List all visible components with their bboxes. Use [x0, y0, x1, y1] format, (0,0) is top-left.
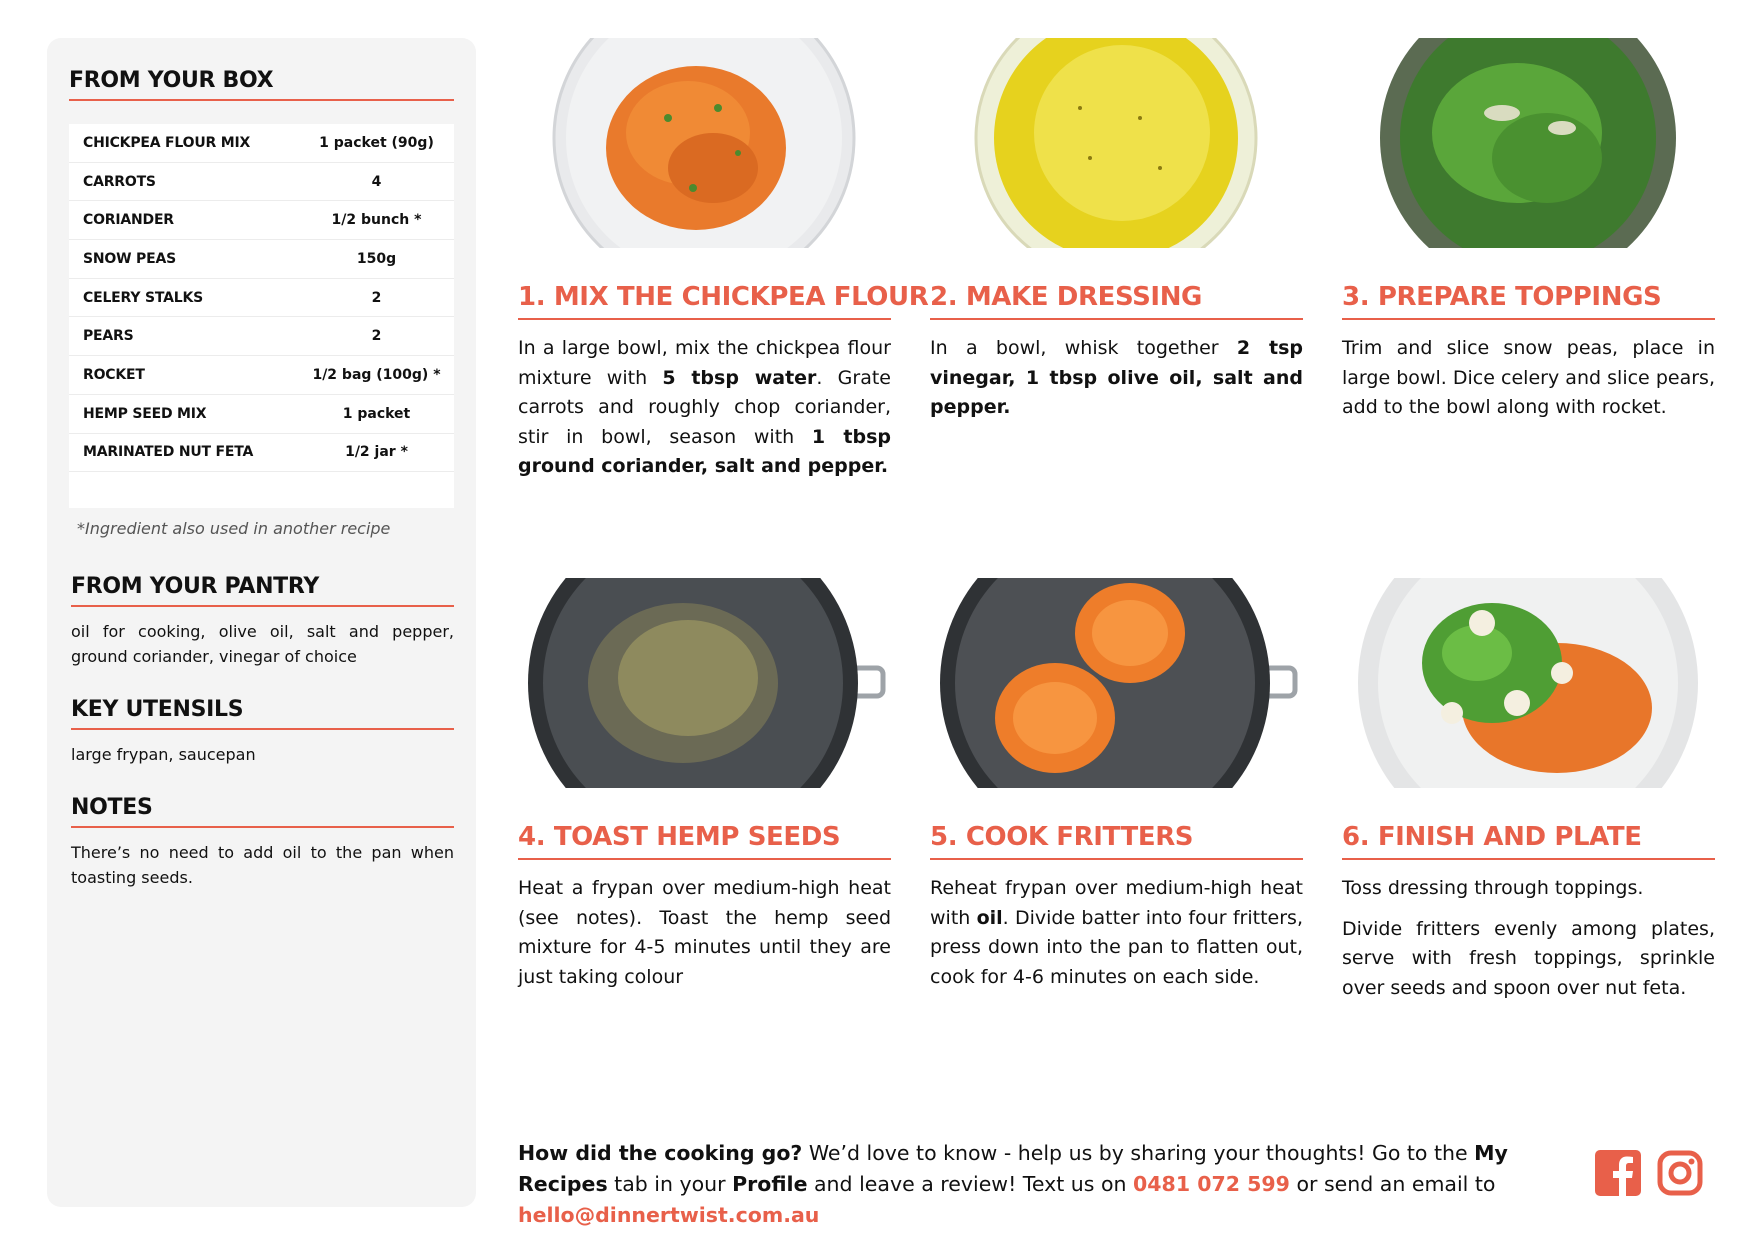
ingredient-row — [69, 240, 454, 279]
step-2-image — [930, 38, 1303, 248]
ingredient-name: CHICKPEA FLOUR MIX — [83, 134, 251, 151]
utensils-text: large frypan, saucepan — [71, 745, 256, 764]
email-link[interactable]: hello@dinnertwist.com.au — [518, 1203, 820, 1227]
ingredient-name: CORIANDER — [83, 212, 174, 229]
step-2-title: 2. MAKE DRESSING — [930, 281, 1303, 320]
step-4-image — [518, 578, 891, 788]
ingredient-footnote: *Ingredient also used in another recipe — [77, 519, 391, 538]
profile-link[interactable]: Profile — [732, 1172, 808, 1196]
ingredient-qty: 2 — [371, 328, 382, 345]
facebook-icon[interactable] — [1595, 1150, 1641, 1196]
phone-link[interactable]: 0481 072 599 — [1133, 1172, 1290, 1196]
step-1-text: In a large bowl, mix the chickpea flour mixture with 5 tbsp water. Grate carrots and roughly chop coriander, stir in bowl, season with 1 tbsp ground coriander, salt and pepper. — [518, 337, 891, 477]
ingredient-qty: 4 — [371, 173, 382, 190]
from-your-pantry-heading: FROM YOUR PANTRY — [71, 574, 454, 607]
ingredient-qty: 150g — [356, 250, 397, 267]
ingredient-row — [69, 356, 454, 395]
step-5-title: 5. COOK FRITTERS — [930, 821, 1303, 860]
notes-text: There’s no need to add oil to the pan when toasting seeds. — [71, 843, 454, 887]
ingredient-row — [69, 124, 454, 163]
step-6-title: 6. FINISH AND PLATE — [1342, 821, 1715, 860]
ingredient-name: CARROTS — [83, 173, 156, 190]
ingredient-row — [69, 201, 454, 240]
step-5-image — [930, 578, 1303, 788]
ingredient-name: ROCKET — [83, 366, 145, 383]
step-3-image — [1342, 38, 1715, 248]
step-4-title: 4. TOAST HEMP SEEDS — [518, 821, 891, 860]
ingredient-row — [69, 163, 454, 202]
step-5-text: Reheat frypan over medium-high heat with oil. Divide batter into four fritters, press down into the pan to flatten out, cook for 4-6 minutes on each side. — [930, 877, 1303, 988]
ingredient-row — [69, 434, 454, 473]
ingredient-row — [69, 395, 454, 434]
step-6-text: Toss dressing through toppings. Divide fritters evenly among plates, serve with fresh toppings, sprinkle over seeds and spoon over nut feta. — [1342, 877, 1715, 999]
ingredient-name: MARINATED NUT FETA — [83, 444, 254, 461]
ingredient-qty: 1/2 jar * — [345, 444, 408, 461]
step-3-text: Trim and slice snow peas, place in large bowl. Dice celery and slice pears, add to the bowl along with rocket. — [1342, 337, 1715, 418]
step-1-image — [518, 38, 891, 248]
ingredient-row — [69, 317, 454, 356]
step-3-title: 3. PREPARE TOPPINGS — [1342, 281, 1715, 320]
ingredient-qty: 1/2 bunch * — [331, 212, 422, 229]
step-2-text: In a bowl, whisk together 2 tsp vinegar, 1 tbsp olive oil, salt and pepper. — [930, 337, 1304, 418]
step-6-image — [1342, 578, 1715, 788]
ingredient-name: PEARS — [83, 328, 134, 345]
ingredient-qty: 1 packet — [342, 405, 411, 422]
ingredient-qty: 2 — [371, 289, 382, 306]
pantry-text: oil for cooking, olive oil, salt and pepper, ground coriander, vinegar of choice — [71, 622, 454, 666]
key-utensils-heading: KEY UTENSILS — [71, 697, 454, 730]
ingredient-name: SNOW PEAS — [83, 250, 176, 267]
step-1-title: 1. MIX THE CHICKPEA FLOUR — [518, 281, 891, 320]
feedback-text: How did the cooking go? We’d love to know - help us by sharing your thoughts! Go to the My Recipes tab in your Profile and leave a review! Text us on 0481 072 599 or send an email to hello@dinnertwist.com.au — [518, 1141, 1508, 1227]
ingredients-table — [69, 124, 454, 508]
ingredient-qty: 1 packet (90g) — [319, 134, 434, 151]
from-your-box-heading: FROM YOUR BOX — [69, 68, 454, 101]
step-4-text: Heat a frypan over medium-high heat (see notes). Toast the hemp seed mixture for 4-5 minutes until they are just taking colour — [518, 877, 891, 988]
ingredients-sidebar — [47, 38, 476, 1207]
ingredient-row — [69, 279, 454, 318]
ingredient-name: CELERY STALKS — [83, 289, 203, 306]
instagram-icon[interactable] — [1657, 1150, 1703, 1196]
ingredient-qty: 1/2 bag (100g) * — [312, 366, 441, 383]
ingredient-name: HEMP SEED MIX — [83, 405, 207, 422]
my-recipes-link[interactable]: My Recipes — [518, 1141, 1508, 1196]
notes-heading: NOTES — [71, 795, 454, 828]
